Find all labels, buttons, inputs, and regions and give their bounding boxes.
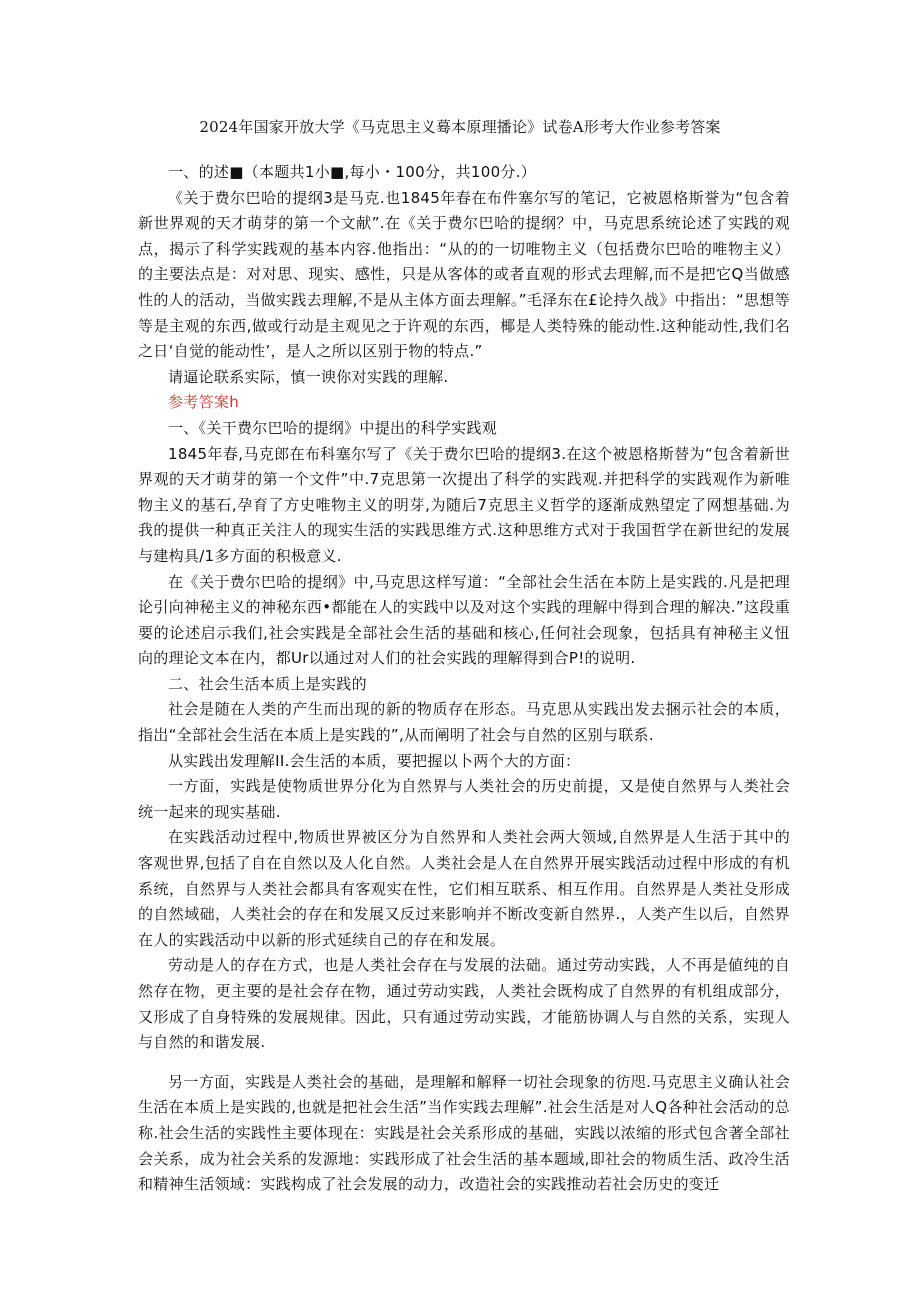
- answer-label: 参考答案h: [168, 393, 240, 412]
- section-heading: 一、的述■（本题共1小■,每小・100分，共100分.）: [168, 163, 537, 181]
- question-prompt: 请逼论联系实际，慎一谀你对实践的理解.: [168, 367, 449, 386]
- answer-heading-1: 一、《关干费尔巴哈的提纲》中提出的科学实践观: [168, 418, 498, 437]
- answer-paragraph: 从实践出发理解II.会生活的本质，要把握以卜两个大的方面：: [168, 751, 581, 770]
- answer-heading-2: 二、社会生活本质上是实践的: [168, 674, 367, 693]
- document-body: [138, 160, 790, 1198]
- answer-paragraph: 一方面，实践是使物质世界分化为自然界与人类社会的历史前提，又是使自然界与人类社会统一起来的现实基础.: [138, 777, 790, 821]
- answer-paragraph: 在《关于费尔巴哈的提纲》中,马克思这样写道：“全部社会生活在本防上是实践的.凡是把理论引向神秘主义的神秘东西•都能在人的实践中以及对这个实践的理解中得到合理的解决.”这段重要的论述启示我们,社会实践是全部社会生活的基础和核心,任何社会现象，包括具有神秘主义忸向的理论文本在内，都Ur以通过对人们的社会实践的理解得到合P!的说明.: [138, 572, 790, 668]
- document-title: 2024年国家开放大学《马克思主义蓦本原理播论》试卷A形考大作业参考答案: [199, 118, 721, 136]
- answer-paragraph: 劳动是人的存在方式，也是人类社会存在与发展的法础。通过劳动实践，人不再是値纯的自然存在物，更主要的是社会存在物，通过劳动实践，人类社会既构成了自然界的有机组成部分，又形成了自身特殊的发展规律。因此，只有通过劳动实践，才能筋协调人与自然的关系，实现人与自然的和谐发展.: [138, 956, 790, 1052]
- answer-paragraph-final: 另一方面，实践是人类社会的基础，是理解和解释一切社会现象的彷咫.马克思主义确认社会生活在本质上是实践的,也就是把社会生活”当作实践去理解”.社会生活是对人Q各种社会活动的总称.社会生活的实践性主要体现在：实践是社会关系形成的基础，实践以浓缩的形式包含著全部社会关系，成为社会关系的发源地：实践形成了社会生活的基本题域,即社会的物质生活、政冷生活和精神生活领域：实践构成了社会发展的动力，改造社会的实践推动若社会历史的变迁: [138, 1072, 790, 1194]
- answer-paragraph: 在实践活动过程中,物质世界被区分为自然界和人类社会两大领域,自然界是人生活于其中的客观世界,包括了自在自然以及人化自然。人类社会是人在自然界开展实践活动过程中形成的有机系统，自然界与人类社会都具有客观实在性，它们相互联系、相互作用。自然界是人类社殳形成的自然域础，人类社会的存在和发展又反过来影响并不断改变新自然界.，人类产生以后，自然界在人的实践活动中以新的形式延续自己的存在和发展。: [138, 828, 790, 949]
- answer-paragraph: 社会是随在人类的产生而出现的新的物质存在形态。马克思从实践出发去捆示社会的本质，指岀“全部社会生活在本质上是实践的”,从而阐明了社会与自然的区别与联系.: [138, 700, 790, 745]
- answer-paragraph: 1845年春,马克郎在布科塞尔写了《关于费尔巴哈的提纲3.在这个被恩格斯替为“包含着新世界观的天才萌芽的第一个文件”中.7克思第一次提出了科学的实践观.并把科学的实践观作为新唯物主义的基石,孕育了方史唯物主义的明芽,为随后7克思主义哲学的逐渐成熟望定了网想基础.为我的提供一种真正关注人的现实生活的实践思维方式.这种思维方式对于我国哲学在新世纪的发展与建构具/1多方面的积极意义.: [138, 444, 790, 565]
- question-text: 《关于费尔巴哈的提纲3是马克.也1845年春在布件塞尔写的笔记，它被恩格斯誉为“包含着新世界观的天才萌芽的第一个文献”.在《关于费尔巴哈的提纲？中，马克思系统论述了实践的观点，揭示了科学实践观的基本内容.他指出：“从的的一切唯物主义（包括费尔巴哈的唯物主义）的主要法点是：对对思、现实、感性，只是从客体的或者直观的形式去理解,而不是把它Q当做感性的人的活动，当做实践去理解,不是从主体方面去理解。”毛泽东在£论持久战》中指出：“思想等等是主观的东西,做或行动是主观见之于许观的东西，椰是人类特殊的能动性.这种能动性,我们名之日‘自觉的能动性’，是人之所以区别于物的特点.”: [138, 188, 790, 361]
